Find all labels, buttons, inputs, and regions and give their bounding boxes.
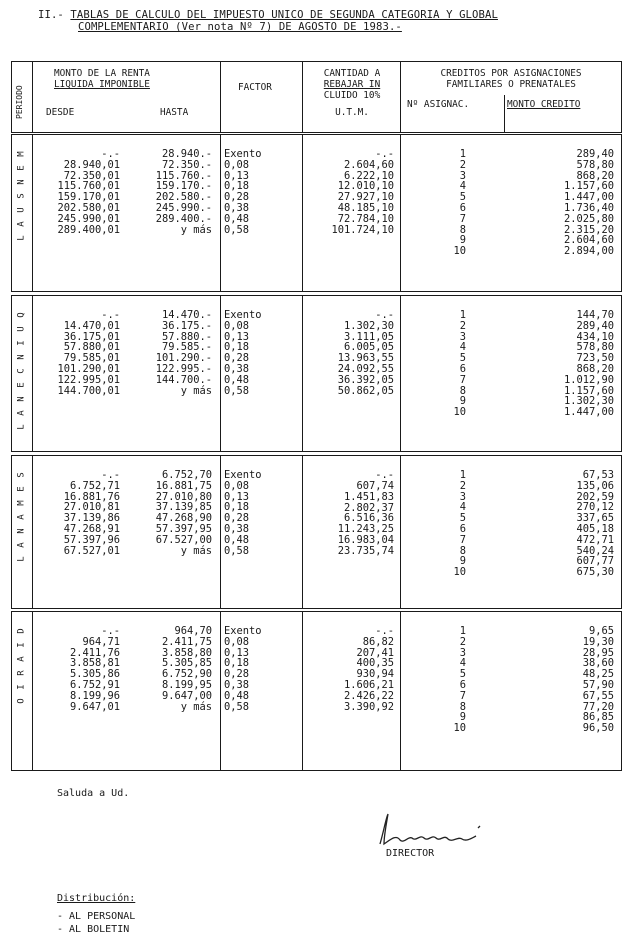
hasta-cell: 115.760.- (155, 169, 212, 182)
heading-prefix: II.- (38, 9, 64, 21)
cantidad-cell: 12.010,10 (337, 180, 394, 193)
factor-cell: 0,18 (224, 180, 250, 193)
asignac-cell: 9 (459, 555, 466, 568)
desde-cell: 144.700,01 (57, 384, 120, 397)
credito-cell: 144,70 (576, 309, 614, 321)
header-asignac: Nº ASIGNAC. (407, 99, 470, 110)
hasta-cell: 3.858,80 (161, 646, 212, 659)
asignac-cell: 3 (459, 330, 466, 343)
credito-cell: 723,50 (576, 352, 614, 365)
hasta-cell: 5.305,85 (161, 657, 212, 670)
credito-cell: 2.025,80 (563, 212, 614, 225)
asignac-cell: 6 (459, 678, 466, 691)
column-desde (34, 470, 120, 556)
factor-cell: 0,48 (224, 212, 250, 225)
cantidad-cell: 6.516,36 (343, 512, 394, 525)
asignac-cell: 9 (459, 234, 466, 247)
period-label: D I A R I O (16, 628, 27, 704)
hasta-cell: y más (180, 700, 212, 713)
factor-cell: 0,58 (224, 384, 250, 397)
desde-cell: 245.990,01 (57, 212, 120, 225)
desde-cell: 27.010,81 (63, 501, 120, 514)
credito-cell: 289,40 (576, 319, 614, 332)
credito-cell: 57,90 (582, 678, 614, 691)
desde-cell: 72.350,01 (63, 169, 120, 182)
desde-cell: 964,71 (82, 635, 120, 648)
hasta-cell: 28.940.- (161, 148, 212, 160)
desde-cell: 289.400,01 (57, 223, 120, 236)
hasta-cell: 144.700.- (155, 373, 212, 386)
asignac-cell: 3 (459, 169, 466, 182)
desde-cell: -.- (101, 469, 120, 481)
cantidad-cell: 2.802,37 (343, 501, 394, 514)
credito-cell: 289,40 (576, 148, 614, 160)
hasta-cell: 202.580.- (155, 191, 212, 204)
distribution-boletin: - AL BOLETIN (57, 924, 130, 935)
section-quincenal (11, 295, 622, 452)
desde-cell: -.- (101, 148, 120, 160)
desde-cell: 122.995,01 (57, 373, 120, 386)
column-hasta (122, 310, 212, 396)
column-asignac (432, 470, 466, 578)
column-asignac (432, 626, 466, 734)
asignac-cell: 2 (459, 479, 466, 492)
section-diario (11, 611, 622, 771)
column-cantidad (304, 149, 394, 235)
factor-cell: 0,58 (224, 700, 250, 713)
credito-cell: 2.315,20 (563, 223, 614, 236)
heading-line-1: TABLAS DE CALCULO DEL IMPUESTO UNICO DE SEGUNDA CATEGORIA Y GLOBAL (70, 9, 498, 21)
asignac-cell: 7 (459, 689, 466, 702)
header-hasta: HASTA (160, 107, 189, 118)
factor-cell: 0,18 (224, 657, 250, 670)
asignac-cell: 4 (459, 657, 466, 670)
cantidad-cell: 24.092,55 (337, 362, 394, 375)
asignac-cell: 7 (459, 533, 466, 546)
asignac-cell: 5 (459, 191, 466, 204)
column-desde (34, 149, 120, 235)
credito-cell: 2.894,00 (563, 245, 614, 258)
column-factor (224, 470, 298, 556)
hasta-cell: 6.752,70 (161, 469, 212, 481)
factor-cell: Exento (224, 469, 262, 481)
cantidad-cell: 400,35 (356, 657, 394, 670)
credito-cell: 9,65 (588, 625, 614, 637)
desde-cell: 101.290,01 (57, 362, 120, 375)
hasta-cell: 159.170.- (155, 180, 212, 193)
cantidad-cell: 607,74 (356, 480, 394, 492)
header-creditos-line1: CREDITOS POR ASIGNACIONES (440, 68, 582, 79)
column-asignac (432, 149, 466, 257)
cantidad-cell: -.- (375, 148, 394, 160)
cantidad-cell: 1.451,83 (343, 490, 394, 503)
factor-cell: 0,13 (224, 490, 250, 503)
cantidad-cell: 50.862,05 (337, 384, 394, 397)
period-label: Q U I N C E N A L (16, 312, 27, 430)
credito-cell: 1.012,90 (563, 373, 614, 386)
asignac-cell: 2 (459, 319, 466, 332)
factor-cell: 0,13 (224, 646, 250, 659)
credito-cell: 1.157,60 (563, 180, 614, 193)
credito-cell: 2.604,60 (563, 234, 614, 247)
asignac-cell: 9 (459, 395, 466, 408)
hasta-cell: 37.139,85 (155, 501, 212, 514)
factor-cell: 0,18 (224, 501, 250, 514)
asignac-cell: 10 (453, 566, 466, 579)
hasta-cell: 36.175.- (161, 319, 212, 332)
column-factor (224, 310, 298, 396)
cantidad-cell: 930,94 (356, 668, 394, 681)
column-hasta (122, 626, 212, 712)
credito-cell: 202,59 (576, 490, 614, 503)
credito-cell: 434,10 (576, 330, 614, 343)
desde-cell: 115.760,01 (57, 180, 120, 193)
cantidad-cell: 2.604,60 (343, 158, 394, 171)
cantidad-cell: 13.963,55 (337, 352, 394, 365)
asignac-cell: 1 (459, 309, 466, 321)
desde-cell: -.- (101, 625, 120, 637)
section-mensual (11, 134, 622, 292)
hasta-cell: 72.350.- (161, 158, 212, 171)
column-hasta (122, 149, 212, 235)
asignac-cell: 3 (459, 646, 466, 659)
credito-cell: 67,53 (582, 469, 614, 481)
credito-cell: 28,95 (582, 646, 614, 659)
hasta-cell: 16.881,75 (155, 479, 212, 492)
desde-cell: 6.752,91 (69, 678, 120, 691)
factor-cell: 0,48 (224, 373, 250, 386)
asignac-cell: 5 (459, 512, 466, 525)
column-credito (506, 310, 614, 418)
asignac-cell: 4 (459, 180, 466, 193)
column-credito (506, 149, 614, 257)
cantidad-cell: 1.606,21 (343, 678, 394, 691)
column-cantidad (304, 310, 394, 396)
desde-cell: 36.175,01 (63, 330, 120, 343)
hasta-cell: 14.470.- (161, 309, 212, 321)
hasta-cell: 8.199,95 (161, 678, 212, 691)
table-header (11, 61, 622, 133)
hasta-cell: 67.527,00 (155, 533, 212, 546)
desde-cell: 3.858,81 (69, 657, 120, 670)
cantidad-cell: -.- (375, 309, 394, 321)
header-cantidad-line3: CLUIDO 10% (323, 90, 381, 101)
credito-cell: 607,77 (576, 555, 614, 568)
cantidad-cell: 16.983,04 (337, 533, 394, 546)
factor-cell: 0,28 (224, 191, 250, 204)
section-semanal (11, 455, 622, 609)
hasta-cell: 964,70 (174, 625, 212, 637)
hasta-cell: y más (180, 544, 212, 557)
desde-cell: 57.880,01 (63, 341, 120, 354)
credito-cell: 1.447,00 (563, 406, 614, 419)
cantidad-cell: 6.005,05 (343, 341, 394, 354)
factor-cell: 0,08 (224, 319, 250, 332)
distribution-personal: - AL PERSONAL (57, 911, 136, 922)
asignac-cell: 8 (459, 700, 466, 713)
credito-cell: 540,24 (576, 544, 614, 557)
cantidad-cell: 6.222,10 (343, 169, 394, 182)
asignac-cell: 8 (459, 384, 466, 397)
cantidad-cell: 23.735,74 (337, 544, 394, 557)
factor-cell: 0,08 (224, 479, 250, 492)
credito-cell: 38,60 (582, 657, 614, 670)
desde-cell: 2.411,76 (69, 646, 120, 659)
heading-line-2: COMPLEMENTARIO (Ver nota Nº 7) DE AGOSTO DE 1983.- (78, 21, 402, 33)
document-heading (38, 9, 618, 33)
header-monto-line1: MONTO DE LA RENTA (54, 68, 150, 79)
asignac-cell: 10 (453, 245, 466, 258)
factor-cell: 0,08 (224, 158, 250, 171)
hasta-cell: 57.880.- (161, 330, 212, 343)
hasta-cell: 101.290.- (155, 352, 212, 365)
credito-cell: 405,18 (576, 522, 614, 535)
credito-cell: 578,80 (576, 158, 614, 171)
hasta-cell: 6.752,90 (161, 668, 212, 681)
header-monto-line2: LIQUIDA IMPONIBLE (54, 79, 150, 90)
asignac-cell: 7 (459, 212, 466, 225)
credito-cell: 337,65 (576, 512, 614, 525)
asignac-cell: 1 (459, 469, 466, 481)
hasta-cell: 9.647,00 (161, 689, 212, 702)
credito-cell: 135,06 (576, 479, 614, 492)
factor-cell: 0,58 (224, 223, 250, 236)
header-desde: DESDE (46, 107, 75, 118)
hasta-cell: 57.397,95 (155, 522, 212, 535)
header-factor: FACTOR (238, 82, 272, 93)
cantidad-cell: 2.426,22 (343, 689, 394, 702)
credito-cell: 1.447,00 (563, 191, 614, 204)
cantidad-cell: 3.111,05 (343, 330, 394, 343)
column-desde (34, 626, 120, 712)
desde-cell: 159.170,01 (57, 191, 120, 204)
header-cantidad-line4: U.T.M. (335, 107, 369, 118)
desde-cell: 57.397,96 (63, 533, 120, 546)
desde-cell: 47.268,91 (63, 522, 120, 535)
header-creditos-line2: FAMILIARES O PRENATALES (446, 79, 576, 90)
factor-cell: 0,28 (224, 352, 250, 365)
hasta-cell: 289.400.- (155, 212, 212, 225)
cantidad-cell: 86,82 (362, 635, 394, 648)
desde-cell: 28.940,01 (63, 158, 120, 171)
cantidad-cell: 72.784,10 (337, 212, 394, 225)
closing-saluda: Saluda a Ud. (57, 788, 130, 799)
cantidad-cell: 48.185,10 (337, 201, 394, 214)
credito-cell: 67,55 (582, 689, 614, 702)
period-label: S E M A N A L (16, 472, 27, 562)
cantidad-cell: 36.392,05 (337, 373, 394, 386)
asignac-cell: 10 (453, 722, 466, 735)
hasta-cell: y más (180, 223, 212, 236)
desde-cell: 6.752,71 (69, 479, 120, 492)
period-label: M E N S U A L (16, 151, 27, 241)
asignac-cell: 3 (459, 490, 466, 503)
factor-cell: Exento (224, 309, 262, 321)
desde-cell: 67.527,01 (63, 544, 120, 557)
asignac-cell: 4 (459, 501, 466, 514)
asignac-cell: 2 (459, 635, 466, 648)
credito-cell: 96,50 (582, 722, 614, 735)
credito-cell: 1.736,40 (563, 201, 614, 214)
cantidad-cell: -.- (375, 625, 394, 637)
desde-cell: 5.305,86 (69, 668, 120, 681)
header-monto-credito: MONTO CREDITO (507, 99, 581, 110)
asignac-cell: 7 (459, 373, 466, 386)
credito-cell: 270,12 (576, 501, 614, 514)
header-periodo: PERIODO (15, 85, 24, 119)
cantidad-exento-cell: -.- (375, 469, 394, 481)
factor-cell: 0,58 (224, 544, 250, 557)
desde-cell: 8.199,96 (69, 689, 120, 702)
factor-cell: 0,38 (224, 522, 250, 535)
factor-cell: 0,38 (224, 201, 250, 214)
credito-cell: 77,20 (582, 700, 614, 713)
asignac-cell: 6 (459, 522, 466, 535)
credito-cell: 868,20 (576, 362, 614, 375)
cantidad-cell: 207,41 (356, 646, 394, 659)
desde-cell: 9.647,01 (69, 700, 120, 713)
hasta-cell: 47.268,90 (155, 512, 212, 525)
factor-cell: 0,28 (224, 668, 250, 681)
asignac-cell: 6 (459, 362, 466, 375)
factor-cell: 0,48 (224, 689, 250, 702)
hasta-cell: y más (180, 384, 212, 397)
signature-title: DIRECTOR (386, 848, 435, 859)
hasta-cell: 2.411,75 (161, 635, 212, 648)
asignac-cell: 2 (459, 158, 466, 171)
factor-cell: 0,08 (224, 635, 250, 648)
cantidad-cell: 1.302,30 (343, 319, 394, 332)
factor-cell: Exento (224, 625, 262, 637)
desde-cell: 202.580,01 (57, 201, 120, 214)
asignac-cell: 9 (459, 711, 466, 724)
factor-cell: 0,13 (224, 330, 250, 343)
desde-cell: -.- (101, 309, 120, 321)
cantidad-cell: 3.390,92 (343, 700, 394, 713)
header-cantidad-line1: CANTIDAD A (323, 68, 381, 79)
column-asignac (432, 310, 466, 418)
credito-cell: 578,80 (576, 341, 614, 354)
asignac-cell: 5 (459, 352, 466, 365)
asignac-cell: 8 (459, 544, 466, 557)
cantidad-cell: 11.243,25 (337, 523, 394, 536)
header-cantidad-line2: REBAJAR IN (323, 79, 381, 90)
credito-cell: 472,71 (576, 533, 614, 546)
asignac-cell: 6 (459, 201, 466, 214)
credito-cell: 86,85 (582, 711, 614, 724)
desde-cell: 79.585,01 (63, 352, 120, 365)
credito-cell: 1.302,30 (563, 395, 614, 408)
asignac-cell: 5 (459, 668, 466, 681)
factor-cell: 0,28 (224, 512, 250, 525)
column-hasta (122, 470, 212, 556)
distribution-label: Distribución: (57, 893, 136, 904)
factor-cell: 0,48 (224, 533, 250, 546)
column-factor (224, 149, 298, 235)
desde-cell: 16.881,76 (63, 490, 120, 503)
asignac-cell: 4 (459, 341, 466, 354)
hasta-cell: 122.995.- (155, 362, 212, 375)
factor-cell: 0,13 (224, 169, 250, 182)
credito-cell: 19,30 (582, 635, 614, 648)
credito-cell: 48,25 (582, 668, 614, 681)
column-credito (506, 470, 614, 578)
hasta-cell: 79.585.- (161, 341, 212, 354)
hasta-cell: 27.010,80 (155, 490, 212, 503)
asignac-cell: 10 (453, 406, 466, 419)
desde-cell: 14.470,01 (63, 319, 120, 332)
column-cantidad (304, 626, 394, 712)
credito-cell: 1.157,60 (563, 384, 614, 397)
hasta-cell: 245.990.- (155, 201, 212, 214)
asignac-cell: 1 (459, 625, 466, 637)
column-desde (34, 310, 120, 396)
cantidad-cell: 27.927,10 (337, 191, 394, 204)
factor-cell: 0,38 (224, 678, 250, 691)
column-cantidad (304, 481, 394, 557)
director-signature (374, 810, 494, 850)
factor-cell: 0,18 (224, 341, 250, 354)
factor-cell: Exento (224, 148, 262, 160)
cantidad-cell: 101.724,10 (331, 223, 394, 236)
asignac-cell: 8 (459, 223, 466, 236)
factor-cell: 0,38 (224, 362, 250, 375)
credito-cell: 868,20 (576, 169, 614, 182)
credito-cell: 675,30 (576, 566, 614, 579)
asignac-cell: 1 (459, 148, 466, 160)
column-factor (224, 626, 298, 712)
column-credito (506, 626, 614, 734)
desde-cell: 37.139,86 (63, 512, 120, 525)
